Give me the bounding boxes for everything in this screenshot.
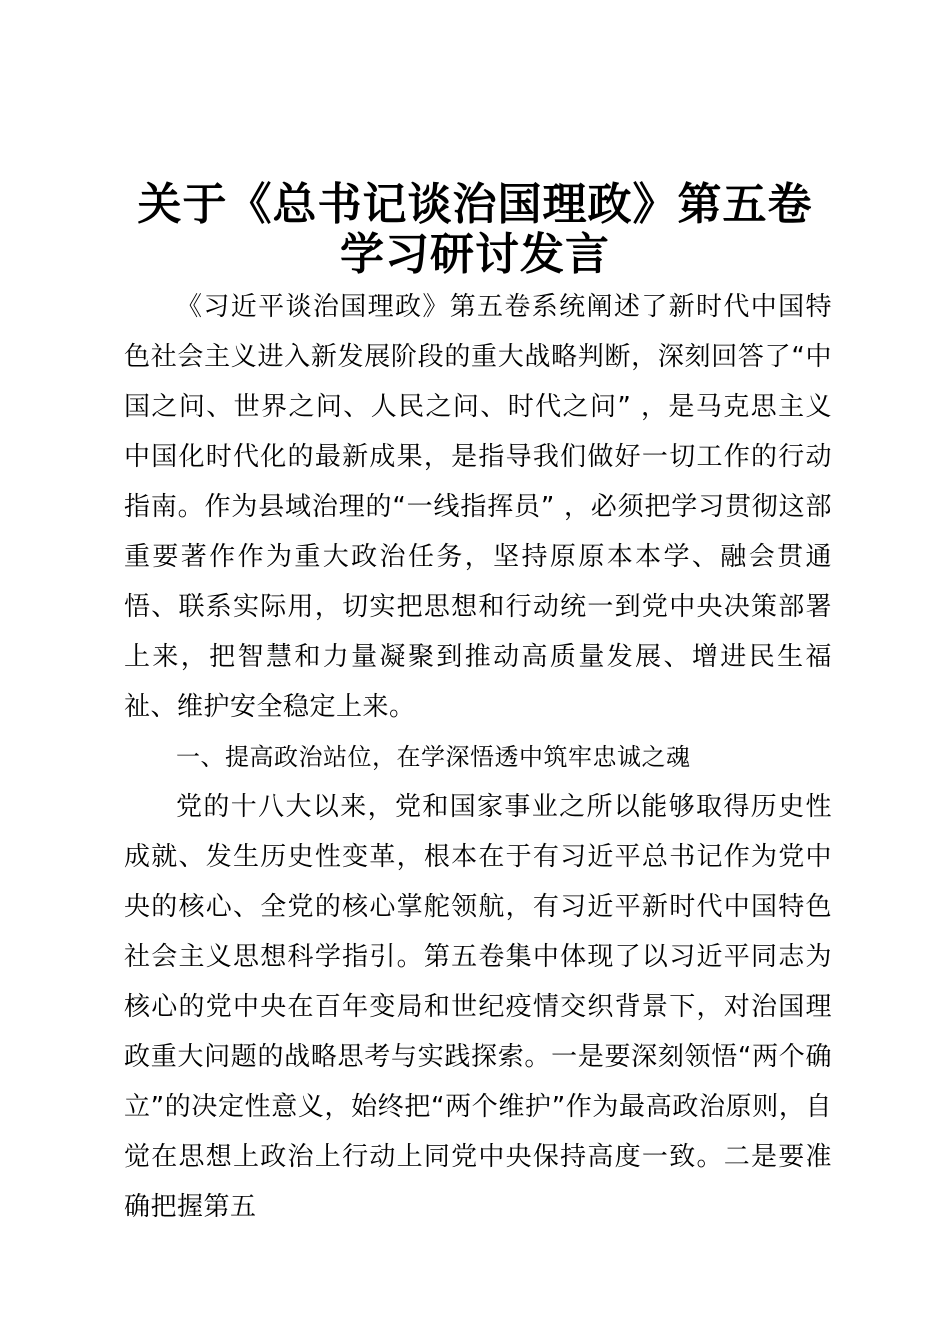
- paragraph-intro: 《习近平谈治国理政》第五卷系统阐述了新时代中国特色社会主义进入新发展阶段的重大战略判断，深刻回答了“中国之问、世界之问、人民之问、时代之问” ，是马克思主义中国化时代化的最新成果，是指导我们做好一切工作的行动指南。作为县域治理的“一线指挥员” ，必须把学习贯彻这部重要著作作为重大政治任务，坚持原原本本学、融会贯通悟、联系实际用，切实把思想和行动统一到党中央决策部署上来，把智慧和力量凝聚到推动高质量发展、增进民生福祉、维护安全稳定上来。: [124, 292, 832, 722]
- section-heading-1: 一、提高政治站位，在学深悟透中筑牢忠诚之魂: [176, 743, 691, 771]
- document-title: 关于《总书记谈治国理政》第五卷学习研讨发言: [137, 179, 813, 280]
- paragraph-section-1: 党的十八大以来，党和国家事业之所以能够取得历史性成就、发生历史性变革，根本在于有习近平总书记作为党中央的核心、全党的核心掌舵领航，有习近平新时代中国特色社会主义思想科学指引。第五卷集中体现了以习近平同志为核心的党中央在百年变局和世纪疫情交织背景下，对治国理政重大问题的战略思考与实践探索。一是要深刻领悟“两个确立”的决定性意义，始终把“两个维护”作为最高政治原则，自觉在思想上政治上行动上同党中央保持高度一致。二是要准确把握第五: [124, 792, 832, 1222]
- document-body: [124, 282, 832, 1232]
